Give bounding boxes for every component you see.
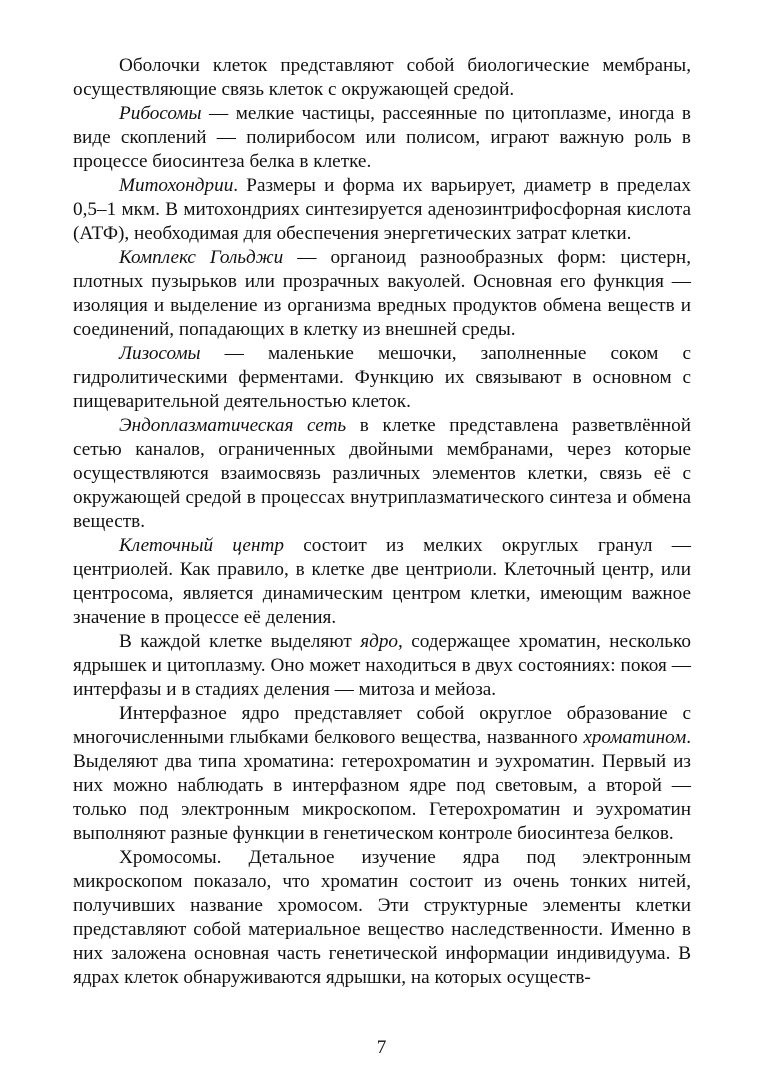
term-centrosome: Клеточный центр: [119, 535, 284, 556]
term-lysosomes: Лизосомы: [119, 343, 201, 364]
page-body: [73, 54, 691, 990]
text-run: . Размеры и форма их варьирует, диаметр в пределах 0,5–1 мкм. В митохондриях синтезируется аденозинтрифосфорная кислота (АТФ), необходимая для обеспечения энергетических затрат клетки.: [73, 175, 691, 244]
term-er: Эндоплазматическая сеть: [119, 415, 347, 436]
text-run: — органоид разнообразных форм: цистерн, плотных пузырьков или прозрачных вакуолей. Основная его функция — изоляция и выделение из организма вредных продуктов обмена веществ и соединений, попадающих в клетку из внешней среды.: [73, 247, 692, 340]
text-run: — маленькие мешочки, заполненные соком с гидролитическими ферментами. Функцию их связывают в основном с пищеварительной деятельностью клеток.: [73, 343, 691, 412]
text-run: , содержащее хроматин, несколько ядрышек и цитоплазму. Оно может находиться в двух состояниях: покоя — интерфазы и в стадиях деления — митоза и мейоза.: [73, 631, 691, 700]
paragraph-centrosome: [73, 534, 691, 630]
paragraph-nucleus: [73, 630, 691, 702]
paragraph-golgi: [73, 246, 691, 342]
text-run: . Выделяют два типа хроматина: гетерохроматин и эухроматин. Первый из них можно наблюдать в интерфазном ядре под световым, а второй — только под электронным микроскопом. Гетерохроматин и эухроматин выполняют разные функции в генетическом контроле биосинтеза белков.: [73, 727, 691, 844]
term-golgi: Комплекс Гольджи: [119, 247, 284, 268]
term-mitochondria: Митохондрии: [119, 175, 234, 196]
paragraph-mitochondria: [73, 174, 691, 246]
text-run: в клетке представлена разветвлённой сетью каналов, ограниченных двойными мембранами, через которые осуществляются взаимосвязь различных элементов клетки, связь её с окружающей средой в процессах внутриплазматического синтеза и обмена веществ.: [73, 415, 691, 532]
paragraph-lysosomes: [73, 342, 691, 414]
paragraph-chromosomes: [73, 846, 691, 990]
paragraph-interphase: [73, 702, 691, 846]
paragraph-er: [73, 414, 691, 534]
paragraph-ribosomes: [73, 102, 691, 174]
page-number: 7: [376, 1037, 387, 1058]
text-run: — мелкие частицы, рассеянные по цитоплазме, иногда в виде скоплений — полирибосом или полисом, играют важную роль в процессе биосинтеза белка в клетке.: [73, 103, 691, 172]
term-ribosomes: Рибосомы: [119, 103, 202, 124]
text-run: В каждой клетке выделяют: [119, 631, 361, 652]
term-nucleus: ядро: [360, 631, 399, 652]
text-run: Оболочки клеток представляют собой биологические мембраны, осуществляющие связь клеток с окружающей средой.: [73, 55, 691, 100]
text-run: Хромосомы. Детальное изучение ядра под электронным микроскопом показало, что хроматин состоит из очень тонких нитей, получивших название хромосом. Эти структурные элементы клетки представляют собой материальное вещество наследственности. Именно в них заложена основная часть генетической информации индивидуума. В ядрах клеток обнаруживаются ядрышки, на которых осуществ-: [73, 847, 691, 988]
paragraph-membranes: [73, 54, 691, 102]
term-chromatin: хроматином: [583, 727, 687, 748]
text-run: Интерфазное ядро представляет собой округлое образование с многочисленными глыбками белкового вещества, названного: [73, 703, 691, 748]
text-run: состоит из мелких округлых гранул — центриолей. Как правило, в клетке две центриоли. Клеточный центр, или центросома, является динамическим центром клетки, имеющим важное значение в процессе её деления.: [73, 535, 691, 628]
